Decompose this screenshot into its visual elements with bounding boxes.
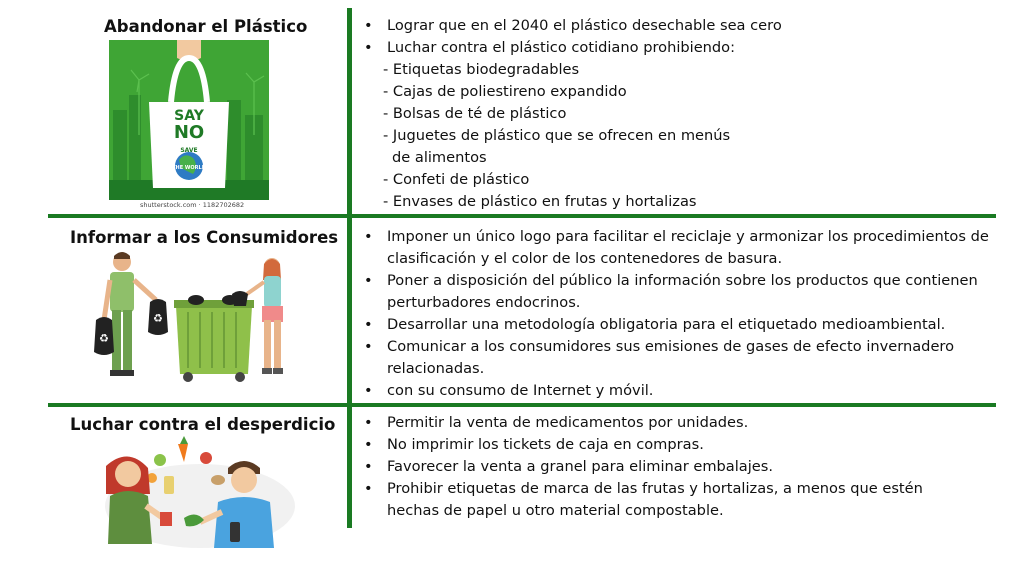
plastic-ban-list xyxy=(383,59,730,213)
ban-item: - Cajas de poliestireno expandido xyxy=(383,83,627,100)
recycling-people-image xyxy=(92,250,302,385)
bag-say-text: SAY xyxy=(174,108,204,124)
plastic-bullets xyxy=(360,15,990,59)
bullet-item: • Imponer un único logo para facilitar el reciclaje y armonizar los procedimientos de clasificación y el color de los contenedores de basura. xyxy=(360,226,990,270)
bag-no-text: NO xyxy=(173,122,205,143)
section-title-consumers: Informar a los Consumidores xyxy=(70,228,339,247)
image-credit: shutterstock.com · 1182702682 xyxy=(140,201,245,209)
bullet-item: • Poner a disposición del público la información sobre los productos que contienen perturbadores endocrinos. xyxy=(360,270,990,314)
bag-save-text: SAVE xyxy=(180,147,198,154)
svg-text:♻: ♻ xyxy=(99,332,109,345)
bullet-item: • No imprimir los tickets de caja en compras. xyxy=(360,434,990,456)
bullet-item: • Luchar contra el plástico cotidiano prohibiendo: xyxy=(360,37,990,59)
svg-text:♻: ♻ xyxy=(153,312,163,325)
section-title-plastic: Abandonar el Plástico xyxy=(104,17,308,36)
ban-item: - Bolsas de té de plástico xyxy=(383,105,567,122)
bullet-item: • Desarrollar una metodología obligatoria para el etiquetado medioambiental. xyxy=(360,314,990,336)
ban-item: - Confeti de plástico xyxy=(383,171,530,188)
waste-bullets xyxy=(360,412,990,522)
ban-item: - Envases de plástico en frutas y hortalizas xyxy=(383,193,697,210)
row-divider-2 xyxy=(48,403,996,407)
bullet-item: • Favorecer la venta a granel para eliminar embalajes. xyxy=(360,456,990,478)
row-divider-1 xyxy=(48,214,996,218)
bullet-item: • Permitir la venta de medicamentos por unidades. xyxy=(360,412,990,434)
bag-world-text: THE WORLD xyxy=(172,165,206,171)
consumer-bullets xyxy=(360,226,990,402)
ban-item-continuation: de alimentos xyxy=(392,149,487,166)
vertical-divider xyxy=(347,8,352,528)
bullet-item: • Comunicar a los consumidores sus emisiones de gases de efecto invernadero relacionadas. xyxy=(360,336,990,380)
ban-item: - Etiquetas biodegradables xyxy=(383,61,580,78)
food-sharing-image xyxy=(100,436,300,551)
ban-item: - Juguetes de plástico que se ofrecen en menús xyxy=(383,127,731,144)
bullet-item: • Lograr que en el 2040 el plástico desechable sea cero xyxy=(360,15,990,37)
bullet-item: • con su consumo de Internet y móvil. xyxy=(360,380,990,402)
bullet-item: • Prohibir etiquetas de marca de las frutas y hortalizas, a menos que estén hechas de papel u otro material compostable. xyxy=(360,478,947,522)
say-no-plastic-image xyxy=(109,40,269,200)
section-title-waste: Luchar contra el desperdicio xyxy=(70,415,336,434)
